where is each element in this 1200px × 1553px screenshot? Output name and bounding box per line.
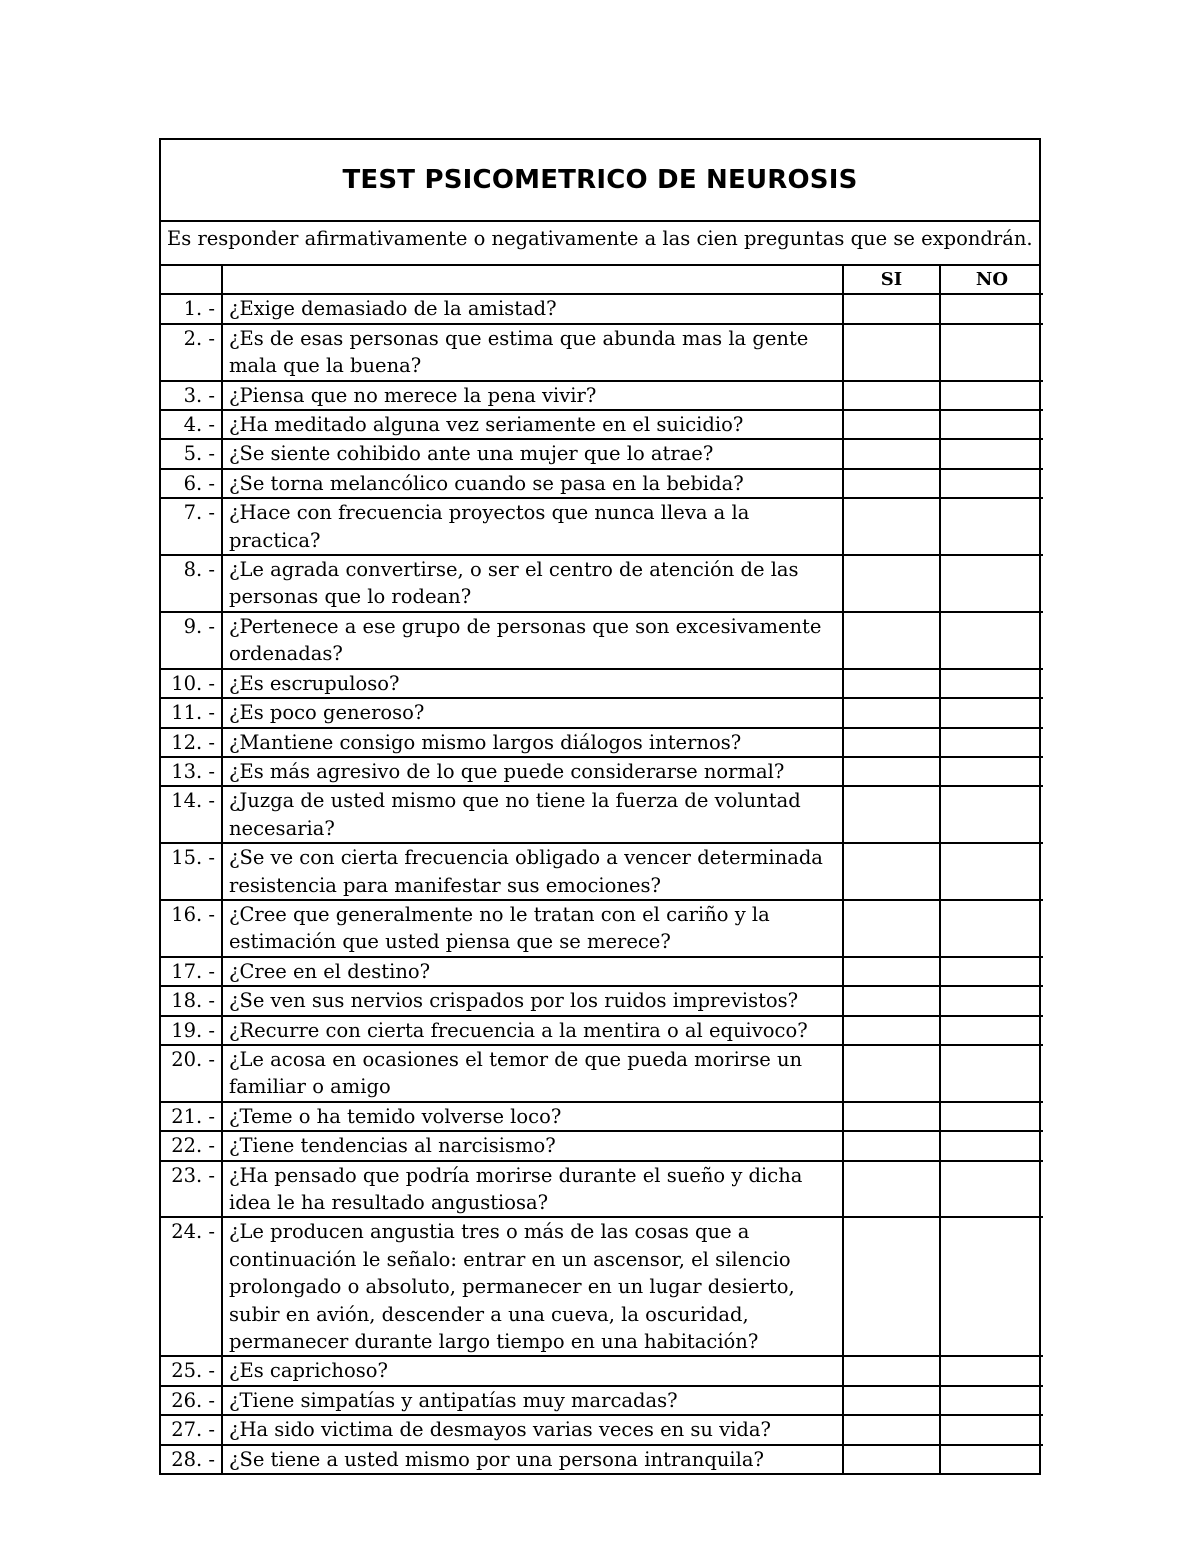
answer-yes-cell[interactable] xyxy=(843,728,940,757)
answer-yes-cell[interactable] xyxy=(843,1356,940,1385)
question-number: 24. - xyxy=(161,1217,222,1356)
answer-no-cell[interactable] xyxy=(940,1045,1043,1102)
table-row xyxy=(161,900,1043,957)
question-text: ¿Recurre con cierta frecuencia a la mentira o al equivoco? xyxy=(222,1016,843,1045)
question-number: 21. - xyxy=(161,1102,222,1131)
answer-no-cell[interactable] xyxy=(940,698,1043,727)
table-row xyxy=(161,1445,1043,1473)
answer-no-cell[interactable] xyxy=(940,1356,1043,1385)
question-text: ¿Se siente cohibido ante una mujer que lo atrae? xyxy=(222,439,843,468)
answer-no-cell[interactable] xyxy=(940,843,1043,900)
question-number: 12. - xyxy=(161,728,222,757)
answer-no-cell[interactable] xyxy=(940,786,1043,843)
question-text: ¿Ha pensado que podría morirse durante el sueño y dicha idea le ha resultado angustiosa? xyxy=(222,1161,843,1218)
question-text: ¿Es escrupuloso? xyxy=(222,669,843,698)
question-number: 28. - xyxy=(161,1445,222,1473)
question-number: 8. - xyxy=(161,555,222,612)
question-number: 10. - xyxy=(161,669,222,698)
table-row xyxy=(161,757,1043,786)
answer-yes-cell[interactable] xyxy=(843,1131,940,1160)
answer-no-cell[interactable] xyxy=(940,469,1043,498)
table-row xyxy=(161,786,1043,843)
table-row xyxy=(161,986,1043,1015)
answer-no-cell[interactable] xyxy=(940,986,1043,1015)
table-row xyxy=(161,1131,1043,1160)
question-number: 9. - xyxy=(161,612,222,669)
answer-no-cell[interactable] xyxy=(940,555,1043,612)
table-header-row xyxy=(161,266,1043,294)
question-number: 25. - xyxy=(161,1356,222,1385)
answer-yes-cell[interactable] xyxy=(843,1161,940,1218)
question-text: ¿Juzga de usted mismo que no tiene la fuerza de voluntad necesaria? xyxy=(222,786,843,843)
table-row xyxy=(161,410,1043,439)
table-row xyxy=(161,612,1043,669)
question-text: ¿Tiene simpatías y antipatías muy marcadas? xyxy=(222,1386,843,1415)
question-number: 27. - xyxy=(161,1415,222,1444)
question-number: 7. - xyxy=(161,498,222,555)
question-text: ¿Es más agresivo de lo que puede considerarse normal? xyxy=(222,757,843,786)
answer-no-cell[interactable] xyxy=(940,1386,1043,1415)
question-text: ¿Se tiene a usted mismo por una persona intranquila? xyxy=(222,1445,843,1473)
question-number: 4. - xyxy=(161,410,222,439)
table-row xyxy=(161,294,1043,323)
answer-no-cell[interactable] xyxy=(940,294,1043,323)
answer-no-cell[interactable] xyxy=(940,410,1043,439)
question-text: ¿Teme o ha temido volverse loco? xyxy=(222,1102,843,1131)
questions-table-body xyxy=(161,266,1043,1473)
answer-no-cell[interactable] xyxy=(940,612,1043,669)
question-number: 22. - xyxy=(161,1131,222,1160)
questions-table xyxy=(161,266,1043,1473)
table-row xyxy=(161,555,1043,612)
table-row xyxy=(161,728,1043,757)
answer-yes-cell[interactable] xyxy=(843,381,940,410)
answer-no-cell[interactable] xyxy=(940,900,1043,957)
table-row xyxy=(161,1102,1043,1131)
question-text: ¿Piensa que no merece la pena vivir? xyxy=(222,381,843,410)
question-number: 26. - xyxy=(161,1386,222,1415)
answer-yes-cell[interactable] xyxy=(843,498,940,555)
table-row xyxy=(161,1386,1043,1415)
question-number: 23. - xyxy=(161,1161,222,1218)
question-number: 5. - xyxy=(161,439,222,468)
table-row xyxy=(161,1016,1043,1045)
table-row xyxy=(161,1045,1043,1102)
question-number: 2. - xyxy=(161,324,222,381)
answer-yes-cell[interactable] xyxy=(843,612,940,669)
answer-no-cell[interactable] xyxy=(940,1131,1043,1160)
question-text: ¿Ha meditado alguna vez seriamente en el suicidio? xyxy=(222,410,843,439)
answer-no-cell[interactable] xyxy=(940,669,1043,698)
answer-no-cell[interactable] xyxy=(940,1415,1043,1444)
table-row xyxy=(161,469,1043,498)
answer-yes-cell[interactable] xyxy=(843,786,940,843)
answer-yes-cell[interactable] xyxy=(843,1415,940,1444)
answer-no-cell[interactable] xyxy=(940,1161,1043,1218)
question-text: ¿Le producen angustia tres o más de las cosas que a continuación le señalo: entrar en un ascensor, el silencio prolongado o absoluto, permanecer en un lugar desierto, subir en avión, descender a una cueva, la oscuridad, permanecer durante largo tiempo en una habitación? xyxy=(222,1217,843,1356)
answer-yes-cell[interactable] xyxy=(843,555,940,612)
answer-yes-cell[interactable] xyxy=(843,294,940,323)
question-number: 1. - xyxy=(161,294,222,323)
questionnaire-sheet xyxy=(159,138,1041,1475)
answer-no-cell[interactable] xyxy=(940,957,1043,986)
question-text: ¿Le agrada convertirse, o ser el centro de atención de las personas que lo rodean? xyxy=(222,555,843,612)
answer-yes-cell[interactable] xyxy=(843,439,940,468)
answer-yes-cell[interactable] xyxy=(843,698,940,727)
question-number: 14. - xyxy=(161,786,222,843)
answer-yes-cell[interactable] xyxy=(843,410,940,439)
question-number: 19. - xyxy=(161,1016,222,1045)
title-block xyxy=(161,140,1039,222)
question-text: ¿Tiene tendencias al narcisismo? xyxy=(222,1131,843,1160)
answer-yes-cell[interactable] xyxy=(843,324,940,381)
table-row xyxy=(161,381,1043,410)
answer-yes-cell[interactable] xyxy=(843,1045,940,1102)
answer-yes-cell[interactable] xyxy=(843,1445,940,1473)
answer-yes-cell[interactable] xyxy=(843,1102,940,1131)
instructions-text: Es responder afirmativamente o negativamente a las cien preguntas que se expondrán. xyxy=(161,222,1039,266)
question-text: ¿Cree que generalmente no le tratan con el cariño y la estimación que usted piensa que se merece? xyxy=(222,900,843,957)
answer-no-cell[interactable] xyxy=(940,757,1043,786)
question-text: ¿Ha sido victima de desmayos varias veces en su vida? xyxy=(222,1415,843,1444)
question-text: ¿Le acosa en ocasiones el temor de que pueda morirse un familiar o amigo xyxy=(222,1045,843,1102)
question-text: ¿Se torna melancólico cuando se pasa en la bebida? xyxy=(222,469,843,498)
question-text: ¿Pertenece a ese grupo de personas que son excesivamente ordenadas? xyxy=(222,612,843,669)
header-number-cell xyxy=(161,266,222,294)
table-row xyxy=(161,498,1043,555)
answer-yes-cell[interactable] xyxy=(843,843,940,900)
question-text: ¿Se ve con cierta frecuencia obligado a vencer determinada resistencia para manifestar sus emociones? xyxy=(222,843,843,900)
question-number: 13. - xyxy=(161,757,222,786)
header-no: NO xyxy=(940,266,1043,294)
answer-yes-cell[interactable] xyxy=(843,900,940,957)
answer-yes-cell[interactable] xyxy=(843,757,940,786)
answer-no-cell[interactable] xyxy=(940,1102,1043,1131)
table-row xyxy=(161,957,1043,986)
question-number: 18. - xyxy=(161,986,222,1015)
question-text: ¿Mantiene consigo mismo largos diálogos internos? xyxy=(222,728,843,757)
question-text: ¿Es caprichoso? xyxy=(222,1356,843,1385)
answer-no-cell[interactable] xyxy=(940,1016,1043,1045)
question-number: 20. - xyxy=(161,1045,222,1102)
answer-yes-cell[interactable] xyxy=(843,669,940,698)
question-number: 6. - xyxy=(161,469,222,498)
question-text: ¿Exige demasiado de la amistad? xyxy=(222,294,843,323)
answer-no-cell[interactable] xyxy=(940,498,1043,555)
answer-no-cell[interactable] xyxy=(940,1445,1043,1473)
question-text: ¿Se ven sus nervios crispados por los ruidos imprevistos? xyxy=(222,986,843,1015)
header-yes: SI xyxy=(843,266,940,294)
table-row xyxy=(161,698,1043,727)
answer-yes-cell[interactable] xyxy=(843,1217,940,1356)
answer-yes-cell[interactable] xyxy=(843,1386,940,1415)
document-title: TEST PSICOMETRICO DE NEUROSIS xyxy=(342,165,858,195)
answer-yes-cell[interactable] xyxy=(843,986,940,1015)
table-row xyxy=(161,669,1043,698)
table-row xyxy=(161,324,1043,381)
answer-no-cell[interactable] xyxy=(940,439,1043,468)
answer-no-cell[interactable] xyxy=(940,381,1043,410)
table-row xyxy=(161,1356,1043,1385)
table-row xyxy=(161,843,1043,900)
question-text: ¿Es poco generoso? xyxy=(222,698,843,727)
answer-no-cell[interactable] xyxy=(940,324,1043,381)
question-number: 11. - xyxy=(161,698,222,727)
answer-yes-cell[interactable] xyxy=(843,1016,940,1045)
table-row xyxy=(161,1217,1043,1356)
question-number: 17. - xyxy=(161,957,222,986)
question-text: ¿Cree en el destino? xyxy=(222,957,843,986)
answer-no-cell[interactable] xyxy=(940,1217,1043,1356)
question-text: ¿Hace con frecuencia proyectos que nunca lleva a la practica? xyxy=(222,498,843,555)
table-row xyxy=(161,1415,1043,1444)
question-number: 15. - xyxy=(161,843,222,900)
header-question-cell xyxy=(222,266,843,294)
table-row xyxy=(161,1161,1043,1218)
question-number: 3. - xyxy=(161,381,222,410)
question-text: ¿Es de esas personas que estima que abunda mas la gente mala que la buena? xyxy=(222,324,843,381)
table-row xyxy=(161,439,1043,468)
answer-yes-cell[interactable] xyxy=(843,469,940,498)
answer-no-cell[interactable] xyxy=(940,728,1043,757)
answer-yes-cell[interactable] xyxy=(843,957,940,986)
question-number: 16. - xyxy=(161,900,222,957)
